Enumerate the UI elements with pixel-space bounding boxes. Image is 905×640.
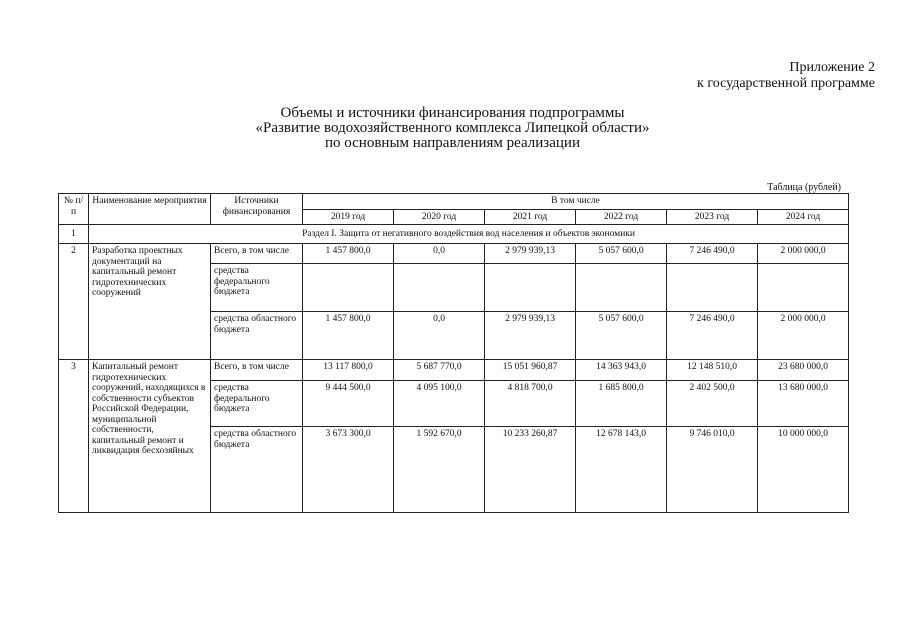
value-cell: 2 979 939,13 <box>485 312 576 360</box>
value-cell: 12 678 143,0 <box>576 427 667 513</box>
value-cell: 13 680 000,0 <box>758 381 849 427</box>
value-cell: 10 000 000,0 <box>758 427 849 513</box>
title-line-3: по основным направлениям реализации <box>325 135 580 151</box>
value-cell: 2 000 000,0 <box>758 312 849 360</box>
appendix-line-2: к государственной программе <box>697 76 875 91</box>
title-line-2: «Развитие водохозяйственного комплекса Липецкой области» <box>255 120 650 136</box>
header-name: Наименование мероприятия <box>89 194 211 225</box>
value-cell: 1 457 800,0 <box>303 244 394 264</box>
header-num: № п/п <box>59 194 89 225</box>
value-cell: 3 673 300,0 <box>303 427 394 513</box>
value-cell: 0,0 <box>394 244 485 264</box>
source-label: средства областного бюджета <box>211 312 303 360</box>
header-year: 2020 год <box>394 209 485 225</box>
value-cell <box>667 264 758 312</box>
value-cell: 5 687 770,0 <box>394 360 485 381</box>
value-cell: 1 457 800,0 <box>303 312 394 360</box>
table-caption: Таблица (рублей) <box>767 182 841 193</box>
table-row <box>59 244 849 264</box>
row-number: 1 <box>59 225 89 244</box>
value-cell: 9 444 500,0 <box>303 381 394 427</box>
value-cell: 7 246 490,0 <box>667 312 758 360</box>
value-cell: 14 363 943,0 <box>576 360 667 381</box>
appendix-line-1: Приложение 2 <box>789 60 875 75</box>
value-cell: 4 818 700,0 <box>485 381 576 427</box>
header-year: 2023 год <box>667 209 758 225</box>
value-cell: 12 148 510,0 <box>667 360 758 381</box>
value-cell: 0,0 <box>394 312 485 360</box>
title-line-1: Объемы и источники финансирования подпрограммы <box>280 105 625 121</box>
source-label: средства федерального бюджета <box>211 264 303 312</box>
measure-name: Разработка проектных документаций на капитальный ремонт гидротехнических сооружений <box>89 244 211 360</box>
source-label: средства федерального бюджета <box>211 381 303 427</box>
value-cell: 5 057 600,0 <box>576 244 667 264</box>
value-cell <box>758 264 849 312</box>
value-cell: 7 246 490,0 <box>667 244 758 264</box>
value-cell: 5 057 600,0 <box>576 312 667 360</box>
value-cell: 15 051 960,87 <box>485 360 576 381</box>
value-cell: 2 402 500,0 <box>667 381 758 427</box>
value-cell: 1 592 670,0 <box>394 427 485 513</box>
value-cell: 2 979 939,13 <box>485 244 576 264</box>
source-label: Всего, в том числе <box>211 360 303 381</box>
value-cell: 23 680 000,0 <box>758 360 849 381</box>
row-number: 3 <box>59 360 89 513</box>
header-year: 2022 год <box>576 209 667 225</box>
measure-name: Капитальный ремонт гидротехнических сооружений, находящихся в собственности субъектов Российской Федерации, муниципальной собственности, капитальный ремонт и ликвидация бесхозяйных <box>89 360 211 513</box>
source-label: Всего, в том числе <box>211 244 303 264</box>
source-label: средства областного бюджета <box>211 427 303 513</box>
value-cell: 2 000 000,0 <box>758 244 849 264</box>
header-source: Источники финансирования <box>211 194 303 225</box>
appendix-note <box>697 60 875 92</box>
value-cell <box>576 264 667 312</box>
header-year: 2019 год <box>303 209 394 225</box>
header-row-1 <box>59 194 849 210</box>
document-title <box>0 106 905 151</box>
header-year: 2021 год <box>485 209 576 225</box>
section-row <box>59 225 849 244</box>
value-cell: 13 117 800,0 <box>303 360 394 381</box>
value-cell <box>485 264 576 312</box>
value-cell <box>394 264 485 312</box>
table-row <box>59 360 849 381</box>
header-year: 2024 год <box>758 209 849 225</box>
section-title: Раздел I. Защита от негативного воздействия вод населения и объектов экономики <box>89 225 849 244</box>
header-in-total: В том числе <box>303 194 849 210</box>
value-cell: 4 095 100,0 <box>394 381 485 427</box>
row-number: 2 <box>59 244 89 360</box>
value-cell: 9 746 010,0 <box>667 427 758 513</box>
value-cell <box>303 264 394 312</box>
financing-table <box>58 193 849 513</box>
value-cell: 1 685 800,0 <box>576 381 667 427</box>
value-cell: 10 233 260,87 <box>485 427 576 513</box>
